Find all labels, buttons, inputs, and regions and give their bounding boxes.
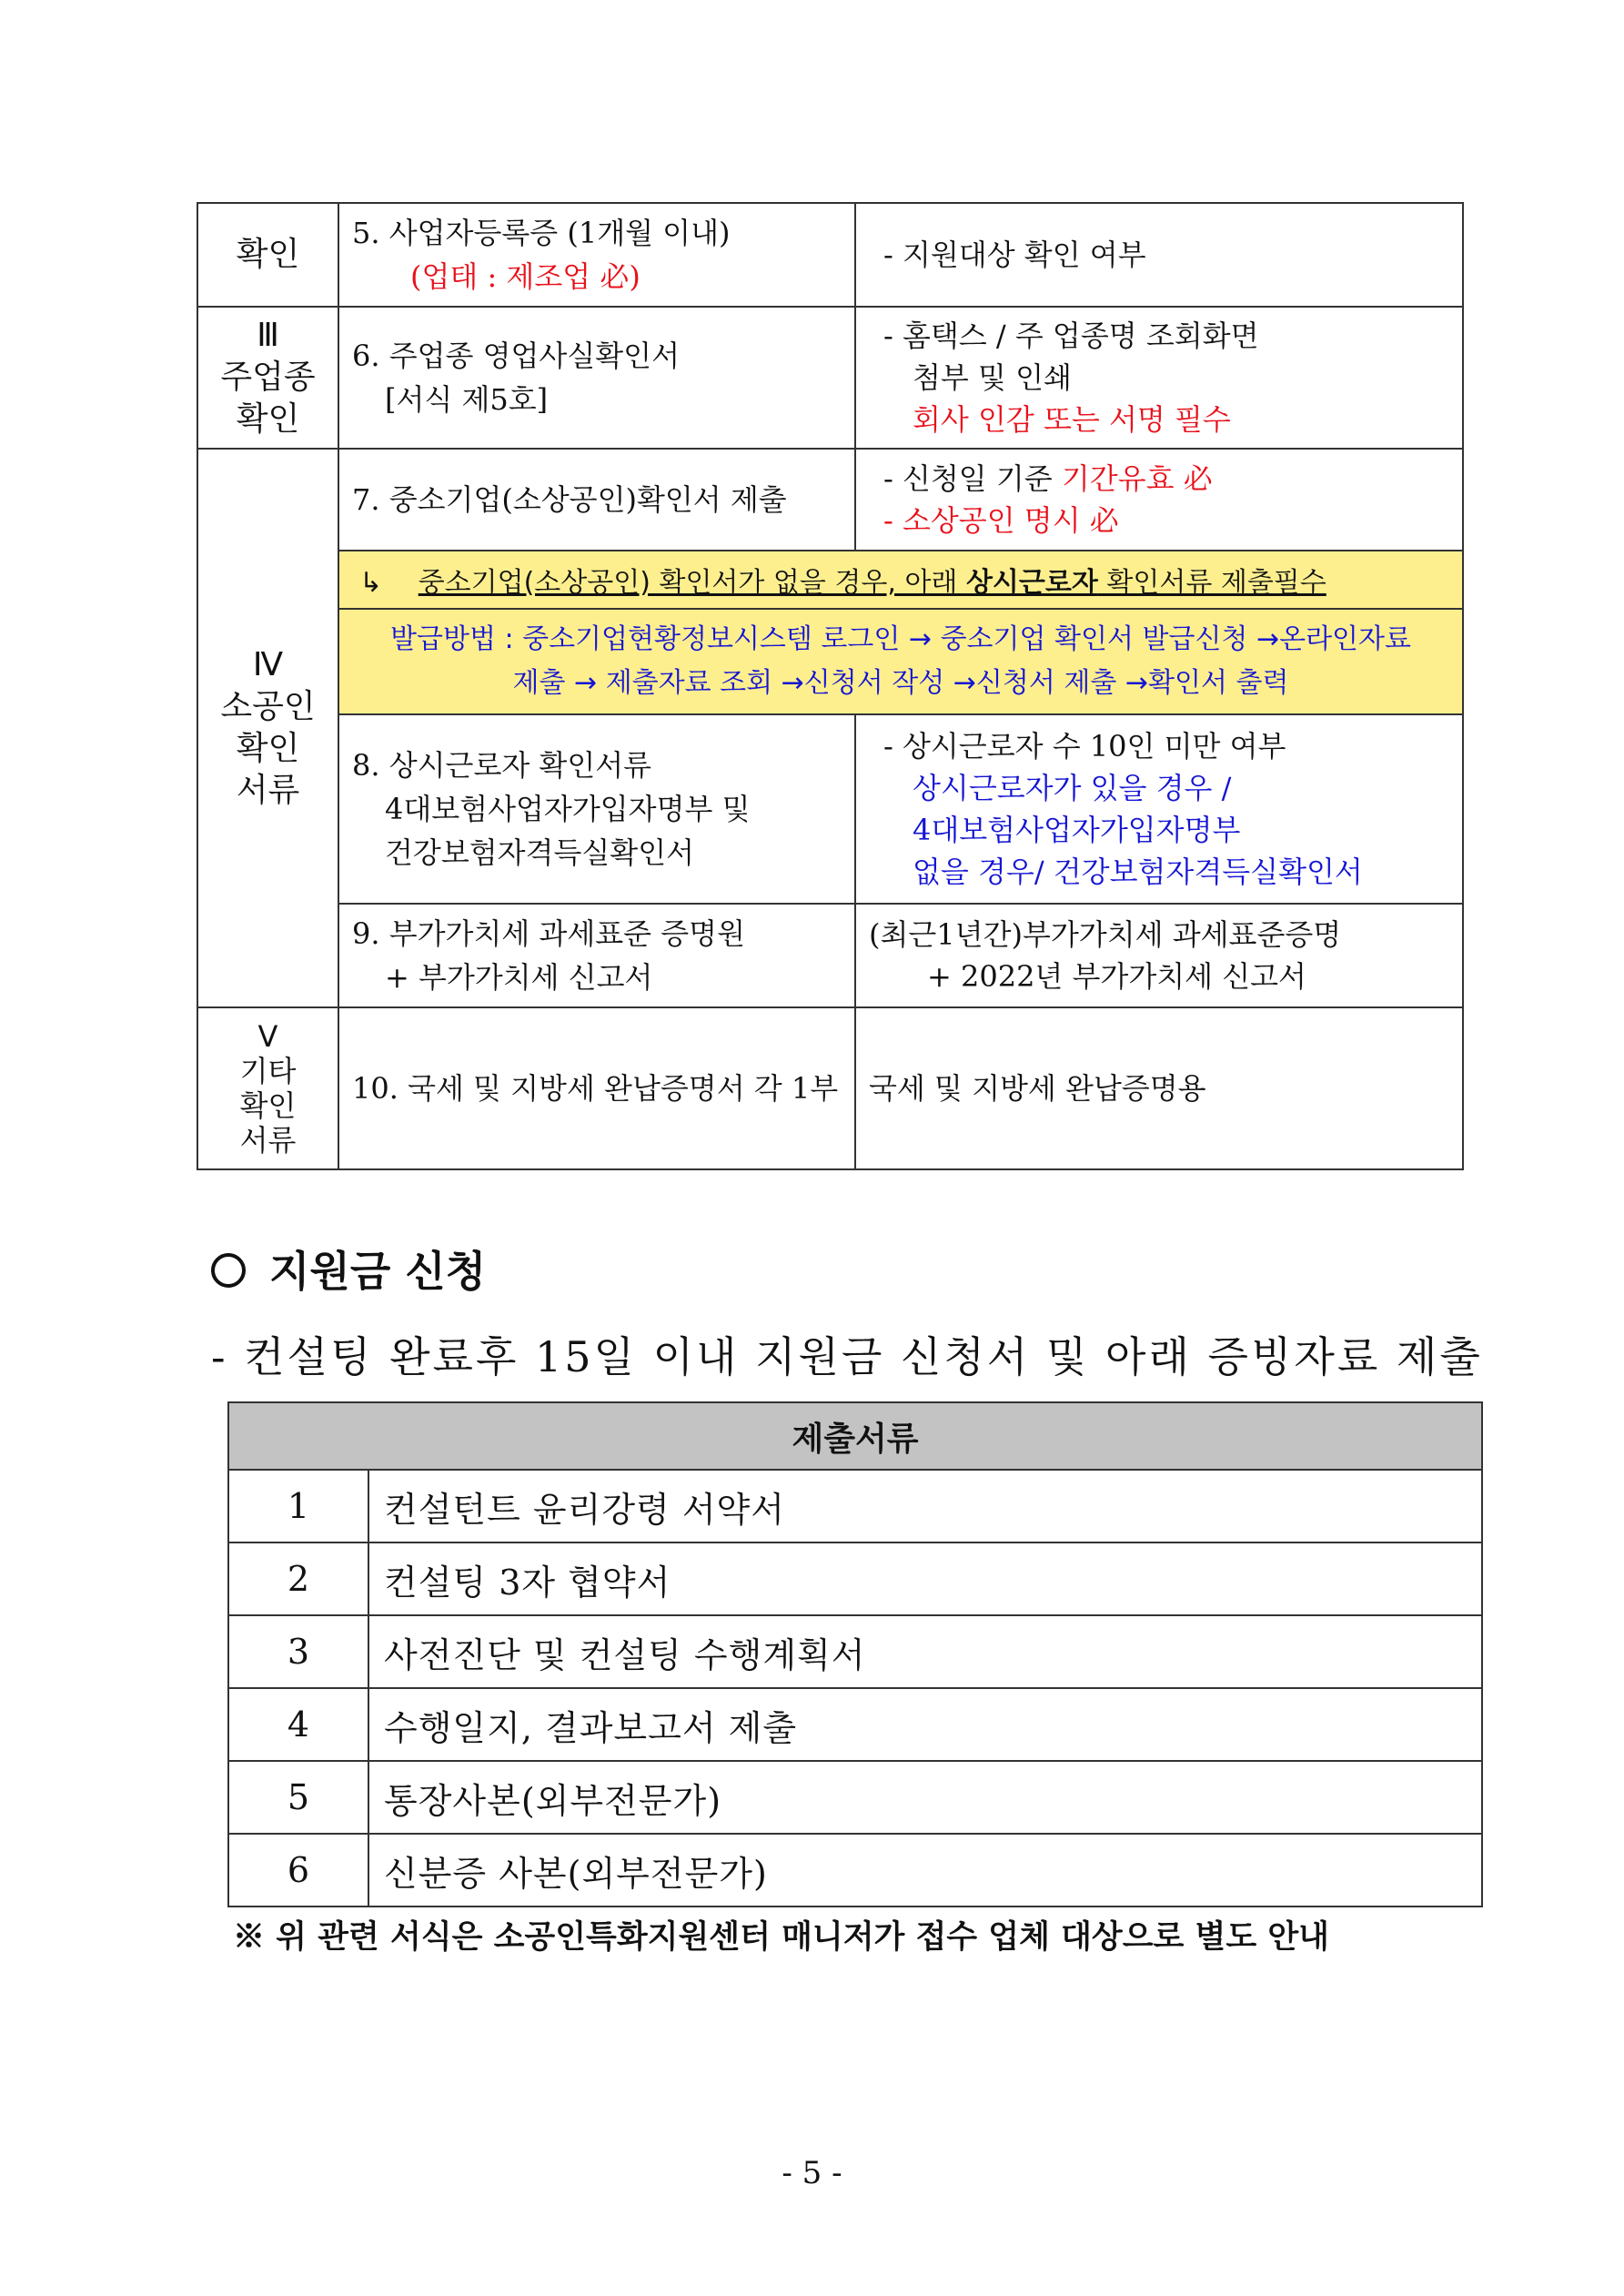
table-row: [197, 714, 1463, 904]
row-number: 2: [228, 1542, 368, 1615]
notice-cell: ↳ 중소기업(소상공인) 확인서가 없을 경우, 아래 상시근로자 확인서류 제출필수: [338, 551, 1463, 609]
footnote: ※ 위 관련 서식은 소공인특화지원센터 매니저가 접수 업체 대상으로 별도 안내: [233, 1918, 1329, 1956]
category-cell: Ⅲ 주업종 확인: [197, 307, 338, 449]
table-row: [197, 449, 1463, 551]
category-cell-iv: Ⅳ 소공인 확인 서류: [197, 449, 338, 1007]
row-number: 1: [228, 1470, 368, 1542]
row-number: 6: [228, 1834, 368, 1907]
document-name: 신분증 사본(외부전문가): [368, 1834, 1482, 1907]
table-row: [228, 1542, 1482, 1615]
document-cell: 7. 중소기업(소상공인)확인서 제출: [338, 449, 855, 551]
row-number: 4: [228, 1688, 368, 1761]
required-documents-table: [197, 202, 1464, 1170]
table-row: [197, 551, 1463, 609]
table-row: [197, 904, 1463, 1007]
category-cell: 확인: [197, 203, 338, 307]
document-name: 사전진단 및 컨설팅 수행계획서: [368, 1615, 1482, 1688]
document-cell: 6. 주업종 영업사실확인서 [서식 제5호]: [338, 307, 855, 449]
table-row: [228, 1470, 1482, 1542]
table-row: [228, 1834, 1482, 1907]
table-row: [197, 1007, 1463, 1169]
document-cell: 10. 국세 및 지방세 완납증명서 각 1부: [338, 1007, 855, 1169]
table-row: [228, 1615, 1482, 1688]
category-cell: Ⅴ 기타 확인 서류: [197, 1007, 338, 1169]
document-name: 컨설팅 3자 협약서: [368, 1542, 1482, 1615]
submission-documents-table: [227, 1401, 1483, 1907]
method-cell: 발급방법 : 중소기업현황정보시스템 로그인 → 중소기업 확인서 발급신청 →온라인자료 제출 → 제출자료 조회 →신청서 작성 →신청서 제출 →확인서 출력: [338, 609, 1463, 714]
table-row: [197, 203, 1463, 307]
section-description: - 컨설팅 완료후 15일 이내 지원금 신청서 및 아래 증빙자료 제출: [211, 1332, 1483, 1381]
table-header-row: [228, 1402, 1482, 1470]
page-number: - 5 -: [782, 2155, 842, 2191]
note-cell: (최근1년간)부가가치세 과세표준증명 + 2022년 부가가치세 신고서: [855, 904, 1463, 1007]
table-row: [197, 609, 1463, 714]
note-cell: 국세 및 지방세 완납증명용: [855, 1007, 1463, 1169]
document-cell: 5. 사업자등록증 (1개월 이내) (업태 : 제조업 必): [338, 203, 855, 307]
document-name: 컨설턴트 윤리강령 서약서: [368, 1470, 1482, 1542]
note-cell: - 신청일 기준 기간유효 必 - 소상공인 명시 必: [855, 449, 1463, 551]
table-header: 제출서류: [228, 1402, 1482, 1470]
table-row: [228, 1688, 1482, 1761]
note-cell: - 홈택스 / 주 업종명 조회화면 첨부 및 인쇄 회사 인감 또는 서명 필수: [855, 307, 1463, 449]
note-cell: - 상시근로자 수 10인 미만 여부 상시근로자가 있을 경우 / 4대보험사업자가입자명부 없을 경우/ 건강보험자격득실확인서: [855, 714, 1463, 904]
table-row: [228, 1761, 1482, 1834]
circle-bullet-icon: [211, 1253, 246, 1288]
row-number: 3: [228, 1615, 368, 1688]
document-name: 수행일지, 결과보고서 제출: [368, 1688, 1482, 1761]
row-number: 5: [228, 1761, 368, 1834]
document-cell: 8. 상시근로자 확인서류 4대보험사업자가입자명부 및 건강보험자격득실확인서: [338, 714, 855, 904]
note-cell: - 지원대상 확인 여부: [855, 203, 1463, 307]
document-name: 통장사본(외부전문가): [368, 1761, 1482, 1834]
table-row: [197, 307, 1463, 449]
document-cell: 9. 부가가치세 과세표준 증명원 + 부가가치세 신고서: [338, 904, 855, 1007]
section-title: 지원금 신청: [211, 1244, 486, 1299]
